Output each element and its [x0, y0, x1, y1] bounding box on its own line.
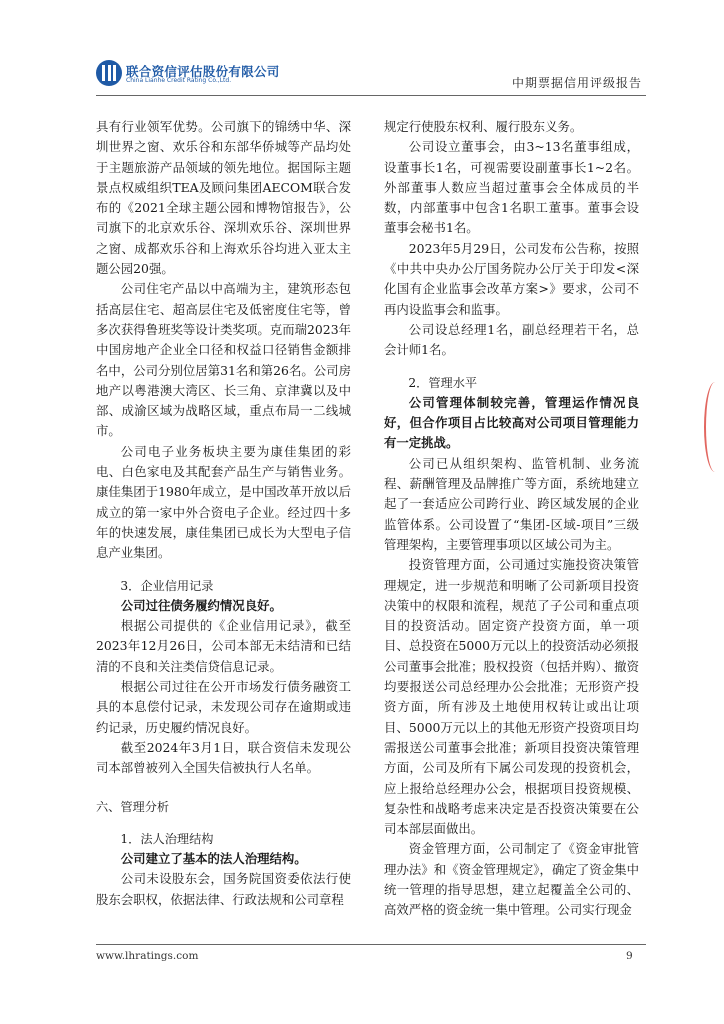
company-logo-icon [96, 60, 122, 86]
report-title: 中期票据信用评级报告 [511, 76, 642, 90]
section-heading: 1．法人治理结构 [120, 831, 214, 846]
paragraph: 截至2024年3月1日，联合资信未发现公司本部曾被列入全国失信被执行人名单。 [96, 739, 351, 776]
paragraph: 投资管理方面，公司通过实施投资决策管理规定，进一步规范和明晰了公司新项目投资决策中的权限和流程，规范了子公司和重点项目的投资活动。固定资产投资方面，单一项目、总投资在5000万元以上的投资活动必须报公司董事会批准；股权投资（包括并购）、撤资均要报送公司总经理办公会批准；无形资产投资方面，所有涉及土地使用权转让或出让项目、5000万元以上的其他无形资产投资项目均需报送公司董事会批准；新项目投资决策管理方面，公司及所有下属公司发现的投资机会，应上报给总经理办公会，根据项目投资规模、复杂性和战略考虑来决定是否投资决策要在公司本部层面做出。 [384, 557, 639, 837]
paragraph: 公司住宅产品以中高端为主，建筑形态包括高层住宅、超高层住宅及低密度住宅等，曾多次获得鲁班奖等设计类奖项。克而瑞2023年中国房地产企业全口径和权益口径销售金额排名中，公司分别位居第31名和第26名。公司房地产以粤港澳大湾区、长三角、京津冀以及中部、成渝区域为战略区域，重点布局一二线城市。 [96, 281, 351, 439]
paragraph: 资金管理方面，公司制定了《资金审批管理办法》和《资金管理规定》，确定了资金集中统一管理的指导思想，建立起覆盖全公司的、高效严格的资金统一集中管理。公司实行现金 [384, 841, 639, 918]
left-column [96, 117, 351, 910]
paragraph: 公司电子业务板块主要为康佳集团的彩电、白色家电及其配套产品生产与销售业务。康佳集团于1980年成立，是中国改革开放以后成立的第一家中外合资电子企业。经过四十多年的快速发展，康佳集团已成长为大型电子信息产业集团。 [96, 443, 351, 561]
paragraph: 公司未设股东会，国务院国资委依法行使股东会职权，依据法律、行政法规和公司章程 [96, 871, 351, 907]
summary-statement: 公司建立了基本的法人治理结构。 [120, 851, 307, 867]
company-name-cn: 联合资信评估股份有限公司 [126, 64, 280, 79]
summary-statement: 公司过往债务履约情况良好。 [120, 597, 282, 613]
section-heading: 2．管理水平 [408, 375, 478, 390]
footer-divider [96, 944, 646, 945]
spacer [96, 564, 351, 576]
page-header [96, 60, 646, 94]
footer-url: www.lhratings.com [96, 950, 199, 962]
paragraph: 公司已从组织架构、监管机制、业务流程、薪酬管理及品牌推广等方面，系统地建立起了一套适应公司跨行业、跨区域发展的企业监管体系。公司设置了“集团-区域-项目”三级管理架构，主要管理事项以区域公司为主。 [384, 455, 639, 552]
paragraph: 根据公司提供的《企业信用记录》，截至2023年12月26日，公司本部无未结清和已结清的不良和关注类信贷信息记录。 [96, 618, 351, 674]
paragraph: 具有行业领军优势。公司旗下的锦绣中华、深圳世界之窗、欢乐谷和东部华侨城等产品均处于主题旅游产品领域的领先地位。据国际主题景点权威组织TEA及顾问集团AECOM联合发布的《2021全球主题公园和博物馆报告》，公司旗下的北京欢乐谷、深圳欢乐谷、深圳世界之窗、成都欢乐谷和上海欢乐谷均进入亚太主题公园20强。 [96, 119, 351, 277]
header-divider [96, 95, 646, 96]
paragraph: 公司设总经理1名，副总经理若干名，总会计师1名。 [384, 321, 639, 358]
paragraph: 根据公司过往在公开市场发行债务融资工具的本息偿付记录，未发现公司存在逾期或违约记录，历史履约情况良好。 [96, 679, 351, 735]
spacer [96, 817, 351, 829]
paragraph: 规定行使股东权利、履行股东义务。 [384, 119, 583, 134]
summary-statement: 公司管理体制较完善，管理运作情况良好，但合作项目占比较高对公司项目管理能力有一定挑战。 [384, 394, 639, 451]
section-heading: 六、管理分析 [96, 799, 170, 814]
paragraph: 公司设立董事会，由3~13名董事组成，设董事长1名，可视需要设副董事长1~2名。外部董事人数应当超过董事会全体成员的半数，内部董事中包含1名职工董事。董事会设董事会秘书1名。 [384, 139, 639, 236]
seal-stamp-icon [704, 382, 724, 472]
section-heading: 3．企业信用记录 [120, 578, 214, 593]
paragraph: 2023年5月29日，公司发布公告称，按照《中共中央办公厅国务院办公厅关于印发<深化国有企业监事会改革方案>》要求，公司不再内设监事会和监事。 [384, 240, 639, 317]
company-name-en: China Lianhe Credit Rating Co.,Ltd. [126, 77, 232, 84]
spacer [96, 779, 351, 797]
right-column [384, 117, 639, 921]
page-number: 9 [626, 950, 633, 962]
spacer [384, 361, 639, 373]
